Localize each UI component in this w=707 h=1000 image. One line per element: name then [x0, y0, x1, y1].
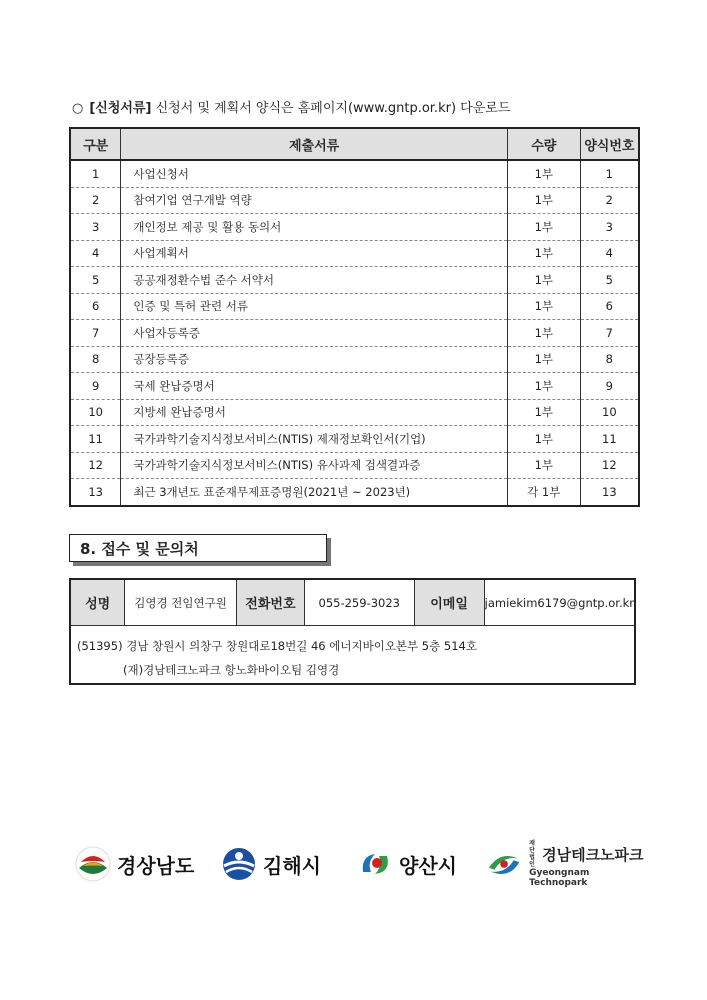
table-row [70, 452, 639, 479]
document-name: 개인정보 제공 및 활용 동의서 [121, 214, 508, 241]
technopark-text [529, 840, 645, 888]
document-name: 지방세 완납증명서 [121, 399, 508, 426]
document-name: 참여기업 연구개발 역량 [121, 187, 508, 214]
table-row [70, 293, 639, 320]
gyeongnam-emblem-icon [75, 846, 111, 882]
quantity: 각 1부 [507, 479, 580, 506]
form-number: 12 [580, 452, 639, 479]
yangsan-emblem-icon [357, 846, 393, 882]
gimhae-logo [221, 843, 321, 885]
gyeongnam-text: 경상남도 [117, 853, 195, 878]
address-line-1: (51395) 경남 창원시 의창구 창원대로18번길 46 에너지바이오본부 5층 514호 [77, 639, 477, 653]
gyeongnam-logo [75, 843, 194, 885]
document-name: 국가과학기술지식정보서비스(NTIS) 유사과제 검색결과증 [121, 452, 508, 479]
documents-table [69, 127, 640, 507]
contact-phone: 055-259-3023 [305, 580, 415, 625]
row-number: 6 [70, 293, 121, 320]
document-name: 공장등록증 [121, 346, 508, 373]
document-name: 사업신청서 [121, 160, 508, 187]
quantity: 1부 [507, 267, 580, 294]
form-number: 7 [580, 320, 639, 347]
yangsan-logo [357, 843, 457, 885]
document-name: 인증 및 특허 관련 서류 [121, 293, 508, 320]
table-row [70, 187, 639, 214]
table-row [70, 240, 639, 267]
form-number: 13 [580, 479, 639, 506]
row-number: 3 [70, 214, 121, 241]
quantity: 1부 [507, 373, 580, 400]
address [71, 626, 634, 682]
table-row [70, 479, 639, 506]
address-line-2: (재)경남테크노파크 항노화바이오팀 김영경 [123, 663, 340, 677]
row-number: 2 [70, 187, 121, 214]
document-name: 사업자등록증 [121, 320, 508, 347]
quantity: 1부 [507, 399, 580, 426]
quantity: 1부 [507, 240, 580, 267]
technopark-small-text: 재단법인 [529, 840, 535, 868]
form-number: 6 [580, 293, 639, 320]
table-row [70, 160, 639, 187]
contact-box [69, 578, 636, 685]
quantity: 1부 [507, 346, 580, 373]
phone-label: 전화번호 [237, 580, 305, 625]
technopark-logo [485, 840, 645, 888]
technopark-english: Gyeongnam Technopark [529, 868, 590, 888]
form-number: 8 [580, 346, 639, 373]
quantity: 1부 [507, 214, 580, 241]
form-number: 11 [580, 426, 639, 453]
document-name: 공공재정환수법 준수 서약서 [121, 267, 508, 294]
contact-email[interactable]: jamiekim6179@gntp.or.kr [484, 595, 634, 610]
document-name: 국가과학기술지식정보서비스(NTIS) 제재정보확인서(기업) [121, 426, 508, 453]
form-number: 2 [580, 187, 639, 214]
technopark-name: 경남테크노파크 [542, 845, 644, 864]
header-document: 제출서류 [121, 128, 508, 160]
table-row [70, 373, 639, 400]
form-number: 5 [580, 267, 639, 294]
contact-row [71, 580, 634, 626]
quantity: 1부 [507, 160, 580, 187]
table-row [70, 320, 639, 347]
form-number: 10 [580, 399, 639, 426]
header-category: 구분 [70, 128, 121, 160]
table-row [70, 426, 639, 453]
row-number: 11 [70, 426, 121, 453]
intro-text: 신청서 및 계획서 양식은 홈페이지(www.gntp.or.kr) 다운로드 [155, 101, 511, 116]
name-label: 성명 [71, 580, 125, 625]
row-number: 7 [70, 320, 121, 347]
intro-label: [신청서류] [89, 101, 152, 116]
intro-line [72, 97, 510, 116]
logo-bar [75, 840, 645, 888]
table-body [70, 160, 639, 506]
row-number: 1 [70, 160, 121, 187]
row-number: 8 [70, 346, 121, 373]
table-row [70, 267, 639, 294]
gimhae-text: 김해시 [263, 853, 321, 878]
bullet-icon: ○ [72, 101, 84, 116]
header-quantity: 수량 [507, 128, 580, 160]
document-name: 최근 3개년도 표준재무제표증명원(2021년 ~ 2023년) [121, 479, 508, 506]
row-number: 4 [70, 240, 121, 267]
contact-name: 김영경 전임연구원 [125, 580, 237, 625]
quantity: 1부 [507, 452, 580, 479]
table-header-row [70, 128, 639, 160]
technopark-emblem-icon [485, 846, 523, 882]
table-row [70, 346, 639, 373]
form-number: 3 [580, 214, 639, 241]
gimhae-emblem-icon [221, 846, 257, 882]
form-number: 9 [580, 373, 639, 400]
table-row [70, 214, 639, 241]
quantity: 1부 [507, 426, 580, 453]
row-number: 5 [70, 267, 121, 294]
row-number: 9 [70, 373, 121, 400]
quantity: 1부 [507, 320, 580, 347]
row-number: 13 [70, 479, 121, 506]
header-form-number: 양식번호 [580, 128, 639, 160]
quantity: 1부 [507, 187, 580, 214]
section-title: 8. 접수 및 문의처 [69, 534, 327, 562]
row-number: 12 [70, 452, 121, 479]
row-number: 10 [70, 399, 121, 426]
yangsan-text: 양산시 [399, 853, 457, 878]
document-name: 사업계획서 [121, 240, 508, 267]
email-label: 이메일 [415, 580, 485, 625]
quantity: 1부 [507, 293, 580, 320]
table-row [70, 399, 639, 426]
document-name: 국세 완납증명서 [121, 373, 508, 400]
form-number: 1 [580, 160, 639, 187]
form-number: 4 [580, 240, 639, 267]
